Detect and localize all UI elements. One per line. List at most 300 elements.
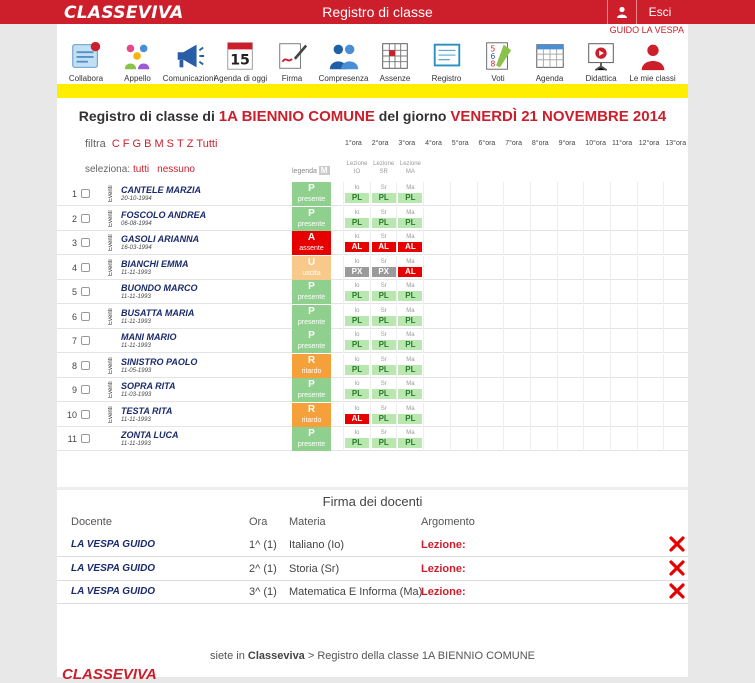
row-number: 4 [71, 262, 77, 273]
student-checkbox[interactable] [81, 410, 90, 419]
filter-letter-m[interactable]: M [154, 138, 164, 150]
lesson-mark[interactable] [372, 331, 396, 350]
hour-divider [396, 427, 397, 451]
lesson-mark[interactable] [372, 356, 396, 375]
status-label: presente [297, 196, 326, 203]
student-row [57, 329, 688, 353]
status-code: P [308, 281, 315, 292]
mark-code: PL [398, 291, 422, 301]
lesson-subject: Sr [380, 430, 387, 436]
mark-code: PL [372, 438, 396, 448]
hour-divider [610, 354, 611, 378]
hour-header[interactable]: 1°ora [345, 140, 362, 147]
filter-letter-t[interactable]: T [176, 138, 184, 150]
status-code: P [308, 330, 315, 341]
events-link[interactable]: Eventi [108, 210, 114, 227]
student-row [57, 427, 688, 451]
student-birthdate: 11-11-1993 [121, 294, 151, 300]
hour-divider [423, 207, 424, 231]
lesson-mark[interactable] [345, 184, 369, 203]
mark-code: PL [372, 389, 396, 399]
hour-divider [557, 329, 558, 353]
hour-divider [396, 378, 397, 402]
student-birthdate: 11-11-1993 [121, 416, 151, 423]
lesson-mark[interactable] [345, 380, 369, 399]
nav-label: Compresenza [318, 74, 369, 83]
nav-item-le-mie-classi[interactable] [625, 36, 681, 83]
signature-row [57, 557, 688, 581]
classeviva-logo[interactable]: CLASSEVIVA [64, 3, 184, 23]
hour-divider [343, 427, 344, 451]
lesson-hour: 3^ (1) [249, 586, 277, 598]
hour-divider [450, 354, 451, 378]
hour-divider [637, 256, 638, 280]
attendance-status[interactable] [292, 329, 331, 353]
nav-item-voti[interactable] [470, 36, 526, 83]
lesson-subject: Io [354, 185, 360, 191]
nav-item-agenda-di-oggi[interactable] [213, 36, 269, 83]
lesson-mark[interactable] [345, 258, 369, 277]
nav-label: Agenda di oggi [213, 74, 268, 83]
student-row [57, 305, 688, 329]
hour-divider [637, 182, 638, 206]
hour-divider [370, 403, 371, 427]
attendance-status[interactable] [292, 207, 331, 231]
agenda-icon [533, 38, 567, 74]
student-name[interactable]: BUSATTA MARIA [121, 307, 195, 318]
nav-item-appello[interactable] [110, 36, 166, 83]
events-link[interactable]: Eventi [108, 308, 114, 325]
hour-divider [423, 256, 424, 280]
hour-divider [396, 354, 397, 378]
nav-item-comunicazioni[interactable] [161, 36, 217, 83]
nav-label: Firma [281, 74, 303, 83]
delete-icon[interactable] [669, 560, 685, 576]
student-name[interactable]: TESTA RITA [121, 405, 173, 416]
student-name[interactable]: CANTELE MARZIA [121, 185, 201, 195]
lesson-subject: Io [354, 283, 360, 289]
nav-item-registro[interactable] [419, 36, 475, 86]
hour-divider [503, 305, 504, 329]
mark-code: PL [372, 365, 396, 375]
lesson-mark[interactable] [372, 380, 396, 399]
hour-divider [557, 231, 558, 255]
lesson-mark[interactable] [345, 282, 369, 301]
hour-divider [530, 231, 531, 255]
lesson-mark[interactable] [372, 258, 396, 277]
hour-divider [477, 354, 478, 378]
student-checkbox[interactable] [81, 312, 90, 321]
mark-code: PL [372, 291, 396, 301]
lesson-mark[interactable] [398, 184, 422, 203]
attendance-status[interactable] [292, 231, 331, 255]
hour-divider [663, 378, 664, 402]
mark-code: PL [372, 193, 396, 203]
lesson-subject: Io [354, 332, 360, 338]
hour-divider [637, 305, 638, 329]
lesson-mark[interactable] [372, 282, 396, 301]
hour-divider [637, 427, 638, 451]
hour-divider [423, 305, 424, 329]
hour-divider [396, 329, 397, 353]
hour-divider [423, 378, 424, 402]
footer-breadcrumb [57, 650, 688, 662]
status-label: presente [297, 318, 326, 326]
student-row [57, 354, 688, 378]
events-link[interactable]: Eventi [108, 406, 114, 423]
people-icon [327, 38, 361, 74]
hour-header[interactable]: 8°ora [531, 140, 549, 147]
lesson-topic[interactable]: Lezione: [421, 586, 466, 598]
lesson-mark[interactable] [372, 209, 396, 228]
lesson-mark[interactable] [345, 405, 369, 424]
status-label: presente [297, 220, 326, 228]
hour-divider [557, 256, 558, 280]
hour-divider [503, 182, 504, 206]
student-birthdate: 06-08-1994 [121, 220, 152, 227]
hour-divider [557, 207, 558, 231]
hour-divider [663, 427, 664, 451]
lesson-subject: Ma [406, 430, 415, 436]
hour-header[interactable]: 9°ora [558, 140, 576, 147]
events-link[interactable]: Eventi [108, 381, 114, 399]
mark-code: PL [345, 218, 369, 228]
delete-icon[interactable] [669, 536, 685, 552]
status-label: presente [297, 441, 326, 448]
student-row [57, 403, 688, 427]
student-name[interactable]: BIANCHI EMMA [121, 258, 189, 269]
lesson-mark[interactable] [345, 307, 369, 326]
status-code: P [308, 379, 315, 390]
status-code: R [307, 354, 316, 366]
hour-divider [503, 378, 504, 402]
mark-code: PL [398, 218, 422, 228]
lesson-code: MA [405, 169, 415, 175]
subject-name: Italiano (Io) [289, 539, 345, 551]
hour-divider [530, 354, 531, 378]
lesson-mark[interactable] [372, 429, 396, 448]
hour-divider [343, 378, 344, 402]
lesson-code: SR [379, 169, 388, 175]
legend[interactable] [292, 166, 330, 175]
hour-divider [663, 207, 664, 231]
hour-divider [477, 378, 478, 402]
hour-header[interactable]: 11°ora [612, 140, 633, 147]
student-checkbox[interactable] [81, 361, 90, 370]
hour-divider [530, 403, 531, 427]
hour-divider [477, 207, 478, 231]
hour-divider [530, 305, 531, 329]
hour-divider [663, 305, 664, 329]
hour-divider [610, 403, 611, 427]
student-name[interactable]: MANI MARIO [121, 332, 177, 342]
lesson-topic[interactable]: Lezione: [421, 539, 466, 551]
filter-letter-z[interactable]: Z [186, 138, 194, 150]
selection-label: seleziona: [85, 164, 131, 175]
header-argomento: Argomento [421, 516, 475, 528]
hour-divider [423, 182, 424, 206]
mark-code: AL [398, 267, 422, 277]
hour-header[interactable]: 5°ora [451, 140, 469, 147]
hour-divider [370, 427, 371, 451]
student-checkbox[interactable] [81, 214, 90, 223]
student-birthdate: 11-11-1993 [121, 318, 151, 325]
lesson-subject: Ma [406, 258, 415, 265]
lesson-mark[interactable] [398, 209, 422, 228]
student-name[interactable]: ZONTA LUCA [121, 430, 179, 440]
hour-divider [423, 280, 424, 304]
hour-divider [343, 354, 344, 378]
nav-item-didattica[interactable] [573, 36, 629, 83]
attendance-status[interactable] [292, 256, 331, 280]
lesson-mark[interactable] [398, 331, 422, 350]
hour-divider [663, 231, 664, 255]
lesson-subject: Sr [380, 405, 387, 412]
events-link[interactable]: Eventi [108, 357, 114, 374]
student-checkbox[interactable] [81, 263, 90, 272]
student-birthdate: 11-11-1993 [121, 343, 151, 349]
lesson-mark[interactable] [372, 233, 396, 252]
lesson-topic[interactable]: Lezione: [421, 562, 466, 575]
student-name[interactable]: GASOLI ARIANNA [121, 234, 200, 244]
nav-label: Comunicazioni [162, 74, 216, 83]
lesson-subject: Ma [406, 405, 415, 412]
status-label: presente [297, 294, 326, 301]
hour-divider [610, 207, 611, 231]
lesson-mark[interactable] [345, 429, 369, 448]
lesson-mark[interactable] [398, 233, 422, 252]
student-checkbox[interactable] [81, 385, 90, 394]
hour-divider [370, 378, 371, 402]
row-number: 6 [71, 311, 77, 322]
hour-divider [610, 280, 611, 304]
lesson-mark[interactable] [345, 356, 369, 375]
lesson-subject: Sr [380, 258, 387, 265]
hour-divider [583, 378, 584, 402]
hour-divider [530, 427, 531, 451]
hour-divider [370, 354, 371, 378]
hour-divider [663, 182, 664, 206]
row-number: 5 [71, 287, 77, 297]
hour-divider [370, 305, 371, 329]
heading-mid: del giorno [378, 108, 447, 124]
lesson-subject: Ma [406, 234, 415, 240]
hour-header[interactable]: 12°ora [638, 140, 660, 147]
events-link[interactable]: Eventi [108, 234, 114, 252]
hour-divider [396, 403, 397, 427]
mark-code: AL [345, 242, 369, 252]
lesson-subject: Ma [406, 283, 415, 289]
mark-code: PL [398, 389, 422, 399]
lesson-subject: Sr [380, 381, 387, 387]
attendance-status[interactable] [292, 354, 331, 378]
class-name: 1A BIENNIO COMUNE [218, 108, 375, 125]
hour-header[interactable]: 2°ora [371, 140, 389, 147]
legend-key[interactable]: M [320, 166, 328, 175]
hour-divider [343, 207, 344, 231]
user-name[interactable]: GUIDO LA VESPA [609, 25, 684, 35]
signature-row [57, 533, 688, 557]
attendance-status[interactable] [292, 427, 331, 451]
hour-header[interactable]: 10°ora [585, 140, 606, 147]
signature-icon [275, 38, 309, 74]
register-heading [57, 108, 688, 125]
hour-divider [610, 378, 611, 402]
filter-letter-c[interactable]: C [111, 138, 120, 150]
student-name[interactable]: FOSCOLO ANDREA [121, 209, 207, 220]
nav-item-assenze[interactable] [367, 36, 423, 83]
lesson-mark[interactable] [372, 307, 396, 326]
lesson-mark[interactable] [372, 405, 396, 424]
lesson-title: Lezione [373, 161, 395, 167]
student-row [57, 280, 688, 304]
delete-icon[interactable] [669, 583, 685, 599]
hour-divider [450, 427, 451, 451]
events-link[interactable]: Eventi [108, 185, 114, 203]
select-none-link[interactable]: nessuno [157, 164, 195, 175]
filter-letter-tutti[interactable]: Tutti [196, 138, 218, 150]
nav-item-agenda[interactable] [522, 36, 578, 83]
student-checkbox[interactable] [81, 336, 90, 345]
hour-divider [583, 354, 584, 378]
lesson-subject: Sr [380, 234, 387, 240]
signature-row [57, 580, 688, 604]
nav-item-collabora[interactable] [58, 36, 114, 83]
student-name[interactable]: BUONDO MARCO [121, 283, 198, 293]
hour-divider [396, 182, 397, 206]
hour-divider [423, 231, 424, 255]
hour-header[interactable]: 13°ora [665, 140, 687, 147]
lesson-mark[interactable] [345, 331, 369, 350]
status-code: U [307, 256, 316, 268]
filter-letter-b[interactable]: B [144, 138, 152, 150]
filter-letter-f[interactable]: F [122, 138, 130, 150]
mark-code: AL [398, 242, 422, 252]
hour-divider [557, 182, 558, 206]
logout-button[interactable]: Esci [648, 5, 672, 19]
hour-divider [343, 231, 344, 255]
hour-header[interactable]: 4°ora [425, 140, 442, 147]
lesson-subject: Sr [380, 209, 387, 216]
hour-header[interactable]: 3°ora [398, 140, 416, 147]
status-label: uscita [302, 269, 321, 277]
attendance-status[interactable] [292, 378, 331, 402]
hour-divider [663, 256, 664, 280]
student-name[interactable]: SOPRA RITA [121, 381, 176, 391]
status-code: P [308, 207, 315, 219]
student-checkbox[interactable] [81, 287, 90, 296]
status-code: A [307, 232, 316, 243]
student-checkbox[interactable] [81, 434, 90, 443]
hour-divider [530, 329, 531, 353]
filter-letter-s[interactable]: S [166, 138, 174, 150]
lesson-mark[interactable] [372, 184, 396, 203]
lesson-subject: Io [354, 258, 360, 265]
teacher-name[interactable]: LA VESPA GUIDO [71, 586, 156, 597]
hour-divider [637, 207, 638, 231]
lesson-mark[interactable] [398, 307, 422, 326]
lesson-code: IO [353, 169, 361, 175]
student-name[interactable]: SINISTRO PAOLO [121, 356, 198, 367]
status-label: ritardo [301, 367, 322, 375]
hour-divider [370, 182, 371, 206]
nav-item-compresenza[interactable] [316, 36, 372, 83]
hour-divider [663, 329, 664, 353]
lesson-header [371, 160, 397, 176]
student-row [57, 182, 688, 206]
hour-divider [343, 256, 344, 280]
lesson-mark[interactable] [345, 209, 369, 228]
student-birthdate: 11-03-1993 [121, 392, 152, 398]
lesson-mark[interactable] [398, 380, 422, 399]
filter-letter-g[interactable]: G [132, 138, 142, 150]
lesson-subject: Ma [406, 185, 415, 191]
lesson-mark[interactable] [398, 356, 422, 375]
hour-divider [503, 231, 504, 255]
lesson-mark[interactable] [398, 429, 422, 448]
teacher-name[interactable]: LA VESPA GUIDO [71, 562, 156, 574]
hour-header[interactable]: 7°ora [505, 140, 522, 147]
attendance-status[interactable] [292, 403, 331, 427]
events-link[interactable]: Eventi [108, 259, 114, 276]
select-all-link[interactable]: tutti [133, 164, 150, 175]
lesson-subject: Sr [380, 332, 387, 338]
hour-divider [557, 280, 558, 304]
svg-text:8: 8 [490, 59, 496, 69]
hour-divider [557, 427, 558, 451]
mark-code: PX [372, 267, 396, 277]
header-materia: Materia [289, 516, 326, 528]
hour-header[interactable]: 6°ora [478, 140, 496, 147]
breadcrumb-site[interactable]: Classeviva [247, 650, 305, 662]
notice-bar [57, 84, 688, 98]
hour-divider [370, 207, 371, 231]
hour-divider [450, 403, 451, 427]
lesson-mark[interactable] [398, 282, 422, 301]
teacher-name[interactable]: LA VESPA GUIDO [71, 539, 156, 550]
subject-name: Matematica E Informa (Ma) [289, 586, 423, 598]
hour-divider [637, 403, 638, 427]
lesson-subject: Io [354, 234, 360, 240]
status-label: assente [299, 245, 324, 252]
hour-divider [396, 305, 397, 329]
lesson-mark[interactable] [398, 405, 422, 424]
hour-divider [637, 231, 638, 255]
hour-divider [583, 403, 584, 427]
lesson-mark[interactable] [398, 258, 422, 277]
hour-divider [637, 354, 638, 378]
user-icon[interactable] [607, 0, 637, 24]
status-label: presente [297, 392, 326, 399]
lesson-mark[interactable] [345, 233, 369, 252]
hour-divider [530, 256, 531, 280]
mark-code: PL [345, 340, 369, 350]
lesson-subject: Io [354, 430, 360, 436]
student-checkbox[interactable] [81, 238, 90, 247]
attendance-status[interactable] [292, 280, 331, 304]
nav-item-firma[interactable] [264, 36, 320, 83]
hour-divider [503, 280, 504, 304]
attendance-status[interactable] [292, 305, 331, 329]
mark-code: PL [372, 316, 396, 326]
nav-label: Didattica [585, 74, 617, 83]
hour-divider [557, 378, 558, 402]
hour-divider [477, 280, 478, 304]
attendance-status[interactable] [292, 182, 331, 206]
student-checkbox[interactable] [81, 189, 90, 198]
hour-divider [503, 207, 504, 231]
nav-label: Voti [491, 74, 505, 83]
